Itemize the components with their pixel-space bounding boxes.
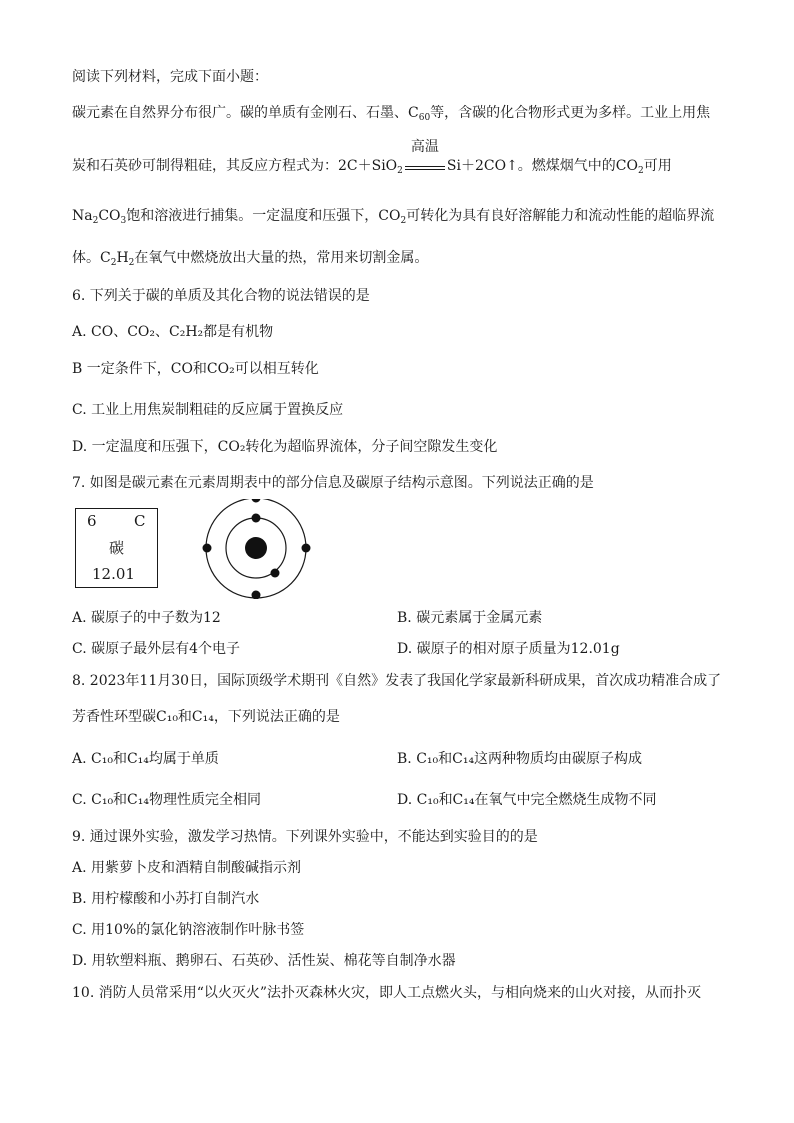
q8-option-a: A. C₁₀和C₁₄均属于单质 (72, 751, 219, 767)
intro: 阅读下列材料，完成下面小题： (72, 69, 268, 85)
q6-option-c: C. 工业上用焦炭制粗硅的反应属于置换反应 (72, 402, 344, 418)
periodic-table-cell (75, 508, 158, 588)
element-name: 碳 (109, 539, 125, 557)
atomic-number: 6 (87, 512, 97, 530)
atomic-mass: 12.01 (92, 565, 135, 583)
q10-stem: 10. 消防人员常采用“以火灭火”法扑灭森林火灾，即人工点燃火头，与相向烧来的山火对接，从而扑灭 (72, 985, 702, 1001)
q7-option-c: C. 碳原子最外层有4个电子 (72, 641, 241, 657)
q7-option-a: A. 碳原子的中子数为12 (72, 610, 221, 626)
material-line-3: $Na_2CO_3$饱和溶液进行捕集。一定温度和压强下，$CO_2$可转化为具有良好溶解能力和流动性能的超临界流 (72, 208, 715, 226)
q7-option-b: B. 碳元素属于金属元素 (397, 610, 543, 626)
q6-stem: 6. 下列关于碳的单质及其化合物的说法错误的是 (72, 288, 370, 304)
q9-option-a: A. 用紫萝卜皮和酒精自制酸碱指示剂 (72, 860, 302, 876)
q8-option-b: B. C₁₀和C₁₄这两种物质均由碳原子构成 (397, 751, 643, 767)
electron (302, 544, 311, 553)
electron (252, 591, 261, 600)
material-line-4: 体。$C_2H_2$在氧气中燃烧放出大量的热，常用来切割金属。 (72, 250, 429, 268)
q9-option-d: D. 用软塑料瓶、鹅卵石、石英砂、活性炭、棉花等自制净水器 (72, 953, 456, 969)
nucleus (245, 537, 267, 559)
q8-stem-line-1: 8. 2023年11月30日，国际顶级学术期刊《自然》发表了我国化学家最新科研成果，首次成功精准合成了 (72, 673, 722, 689)
q8-option-d: D. C₁₀和C₁₄在氧气中完全燃烧生成物不同 (397, 792, 657, 808)
electron (252, 499, 261, 503)
electron (252, 514, 261, 523)
element-symbol: C (134, 512, 146, 530)
material-line-2: 炭和石英砂可制得粗硅，其反应方程式为：2C＋SiO$_2$ 高温 Si＋2CO↑。燃煤烟气中的$CO_2$可用 (72, 139, 672, 176)
electron (271, 569, 280, 578)
q8-stem-line-2: 芳香性环型碳C₁₀和C₁₄，下列说法正确的是 (72, 709, 340, 725)
q7-stem: 7. 如图是碳元素在元素周期表中的部分信息及碳原子结构示意图。下列说法正确的是 (72, 475, 594, 491)
q9-option-c: C. 用10%的氯化钠溶液制作叶脉书签 (72, 922, 305, 938)
q6-option-b: B 一定条件下，CO和CO₂可以相互转化 (72, 361, 319, 377)
material-line-1: 碳元素在自然界分布很广。碳的单质有金刚石、石墨、$C_{60}$等，含碳的化合物形式更为多样。工业上用焦 (72, 105, 711, 123)
q9-option-b: B. 用柠檬酸和小苏打自制汽水 (72, 891, 260, 907)
q9-stem: 9. 通过课外实验，激发学习热情。下列课外实验中，不能达到实验目的的是 (72, 829, 538, 845)
q7-option-d: D. 碳原子的相对原子质量为12.01g (397, 641, 620, 657)
carbon-atom-diagram (196, 499, 320, 599)
q8-option-c: C. C₁₀和C₁₄物理性质完全相同 (72, 792, 261, 808)
reaction-condition: 高温 (405, 158, 445, 170)
q6-option-a: A. CO、CO₂、C₂H₂都是有机物 (72, 324, 274, 340)
q6-option-d: D. 一定温度和压强下，CO₂转化为超临界流体，分子间空隙发生变化 (72, 439, 498, 455)
electron (203, 544, 212, 553)
